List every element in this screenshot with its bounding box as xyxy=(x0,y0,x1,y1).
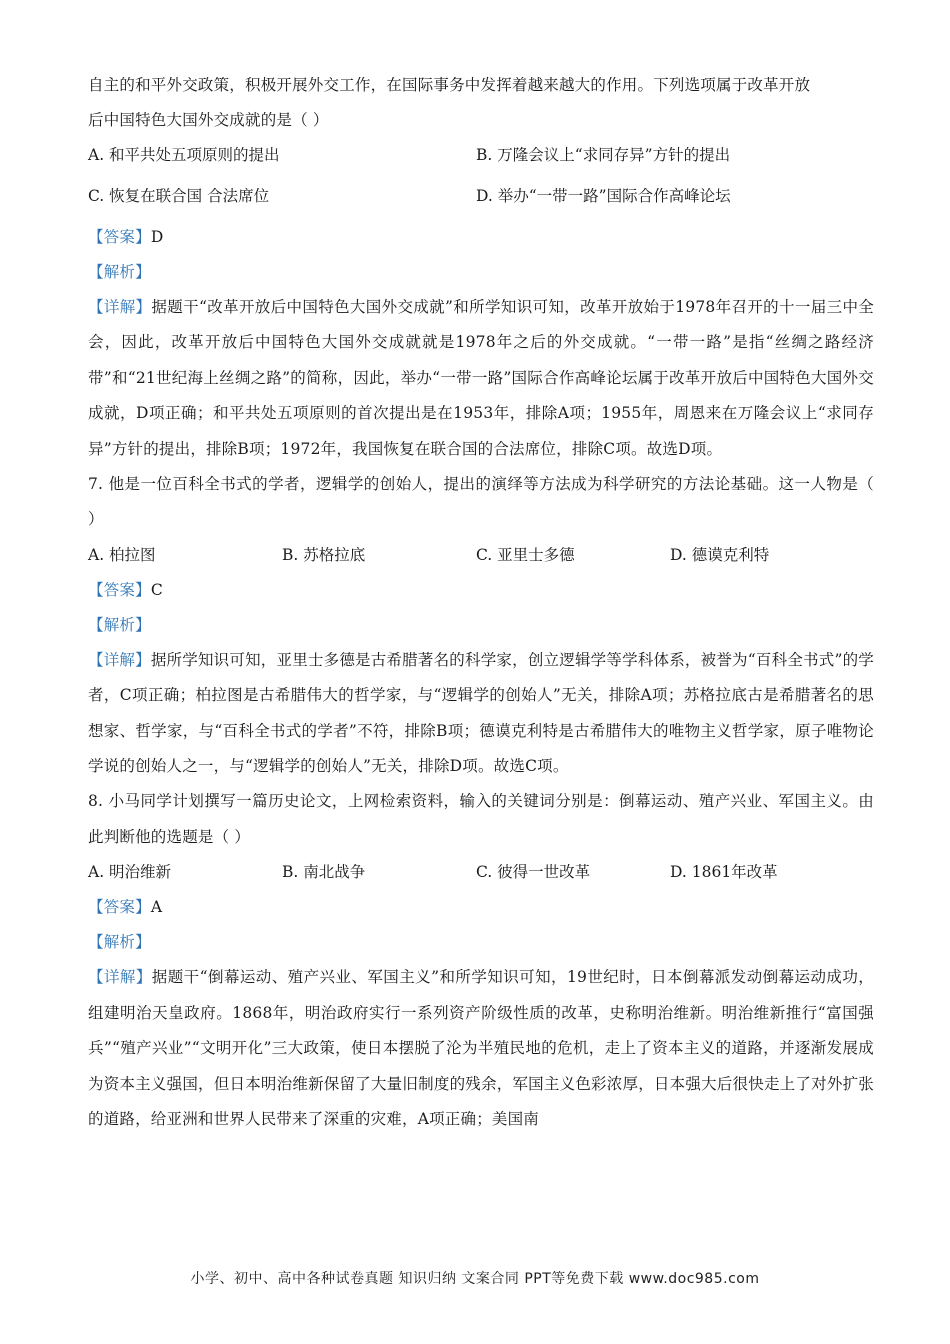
q6-answer xyxy=(88,220,874,255)
analysis-tag: 【解析】 xyxy=(88,615,151,634)
q6-options-row1 xyxy=(88,138,874,173)
q6-stem-line1: 自主的和平外交政策，积极开展外交工作，在国际事务中发挥着越来越大的作用。下列选项属于改革开放 xyxy=(88,76,811,94)
q7-detail xyxy=(88,643,874,785)
q8-option-d: D. 1861年改革 xyxy=(670,863,778,882)
q8-option-b: B. 南北战争 xyxy=(282,863,366,882)
q6-options-row2 xyxy=(88,173,874,220)
q7-answer xyxy=(88,573,874,608)
analysis-tag: 【解析】 xyxy=(88,263,151,281)
document-page xyxy=(88,68,874,1137)
q7-analysis-heading xyxy=(88,608,874,643)
q7-stem: 7. 他是一位百科全书式的学者，逻辑学的创始人，提出的演绎等方法成为科学研究的方法论基础。这一人物是（ ） xyxy=(88,475,874,529)
q7-option-c: C. 亚里士多德 xyxy=(476,545,575,564)
q6-option-b: B. 万隆会议上“求同存异”方针的提出 xyxy=(476,146,731,164)
q6-detail xyxy=(88,290,874,467)
detail-tag: 【详解】 xyxy=(88,650,151,669)
answer-value: D xyxy=(150,228,164,246)
q8-option-c: C. 彼得一世改革 xyxy=(476,863,591,882)
answer-tag: 【答案】 xyxy=(88,580,151,599)
q8-detail xyxy=(88,960,874,1137)
q6-option-c: C. 恢复在联合国 合法席位 xyxy=(88,187,270,205)
detail-text: 据题干“改革开放后中国特色大国外交成就”和所学知识可知，改革开放始于1978年召开的十一届三中全会，因此，改革开放后中国特色大国外交成就就是1978年之后的外交成就。“一带一路”是指“丝绸之路经济带”和“21世纪海上丝绸之路”的简称，因此，举办“一带一路”国际合作高峰论坛属于改革开放后中国特色大国外交成就，D项正确；和平共处五项原则的首次提出是在1953年，排除A项；1955年，周恩来在万隆会议上“求同存异”方针的提出，排除B项；1972年，我国恢复在联合国的合法席位，排除C项。故选D项。 xyxy=(88,298,874,458)
q7-option-d: D. 德谟克利特 xyxy=(670,545,770,564)
q7-options xyxy=(88,538,874,573)
detail-tag: 【详解】 xyxy=(88,298,152,316)
detail-text: 据题干“倒幕运动、殖产兴业、军国主义”和所学知识可知，19世纪时，日本倒幕派发动倒幕运动成功，组建明治天皇政府。1868年，明治政府实行一系列资产阶级性质的改革，史称明治维新。明治维新推行“富国强兵”“殖产兴业”“文明开化”三大政策，使日本摆脱了沦为半殖民地的危机，走上了资本主义的道路，并逐渐发展成为资本主义强国，但日本明治维新保留了大量旧制度的残余，军国主义色彩浓厚，日本强大后很快走上了对外扩张的道路，给亚洲和世界人民带来了深重的灾难，A项正确；美国南 xyxy=(88,968,874,1128)
q6-analysis-heading xyxy=(88,255,874,290)
q6-option-d: D. 举办“一带一路”国际合作高峰论坛 xyxy=(476,187,731,205)
detail-tag: 【详解】 xyxy=(88,968,152,987)
detail-text: 据所学知识可知，亚里士多德是古希腊著名的科学家，创立逻辑学等学科体系，被誉为“百科全书式”的学者，C项正确；柏拉图是古希腊伟大的哲学家，与“逻辑学的创始人”无关，排除A项；苏格拉底古是希腊著名的思想家、哲学家，与“百科全书式的学者”不符，排除B项；德谟克利特是古希腊伟大的唯物主义哲学家，原子唯物论学说的创始人之一，与“逻辑学的创始人”无关，排除D项。故选C项。 xyxy=(88,650,874,776)
analysis-tag: 【解析】 xyxy=(88,933,151,952)
q7-option-b: B. 苏格拉底 xyxy=(282,545,366,564)
answer-tag: 【答案】 xyxy=(88,898,151,917)
q8-option-a: A. 明治维新 xyxy=(88,863,172,882)
page-footer: 小学、初中、高中各种试卷真题 知识归纳 文案合同 PPT等免费下载 www.doc985.com xyxy=(190,1271,760,1287)
q8-stem: 8. 小马同学计划撰写一篇历史论文，上网检索资料，输入的关键词分别是：倒幕运动、殖产兴业、军国主义。由此判断他的选题是（ ） xyxy=(88,792,874,846)
q6-option-a: A. 和平共处五项原则的提出 xyxy=(88,146,280,164)
answer-value: C xyxy=(150,580,163,599)
answer-tag: 【答案】 xyxy=(88,228,151,246)
q6-stem-line2: 后中国特色大国外交成就的是（ ） xyxy=(88,111,329,129)
q8-answer xyxy=(88,890,874,925)
q8-analysis-heading xyxy=(88,925,874,960)
q7-option-a: A. 柏拉图 xyxy=(88,545,156,564)
q8-options xyxy=(88,855,874,890)
answer-value: A xyxy=(150,898,163,917)
